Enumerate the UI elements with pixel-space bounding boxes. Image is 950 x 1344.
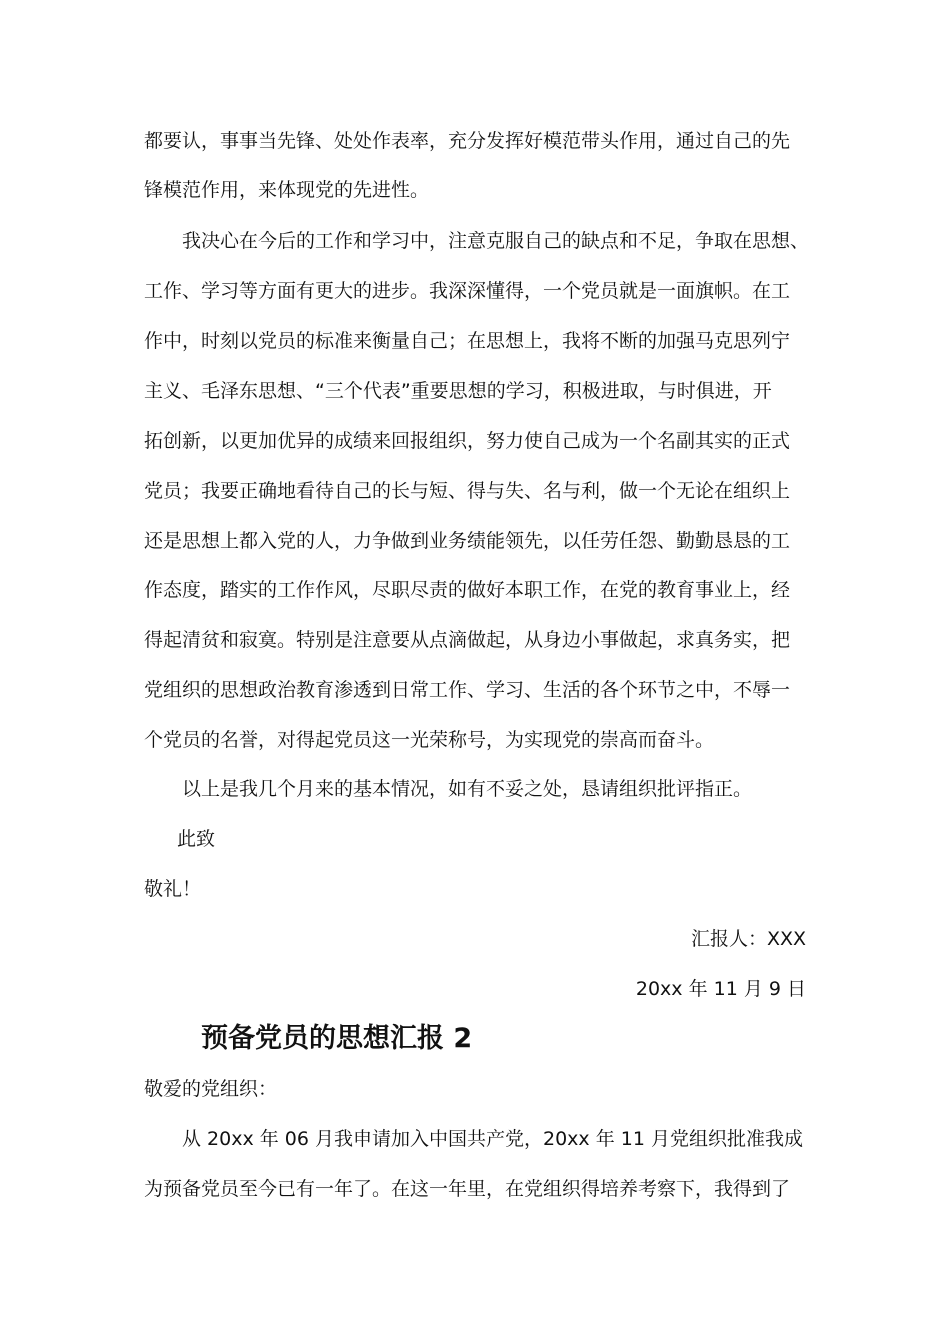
text-line: 作态度，踏实的工作作风，尽职尽责的做好本职工作，在党的教育事业上，经 xyxy=(144,579,791,601)
report-date: 20xx 年 11 月 9 日 xyxy=(635,978,806,1000)
text-line: 党组织的思想政治教育渗透到日常工作、学习、生活的各个环节之中，不辱一 xyxy=(144,679,791,701)
closing-statement: 以上是我几个月来的基本情况，如有不妥之处，恳请组织批评指正。 xyxy=(182,778,753,800)
text-line: 为预备党员至今已有一年了。在这一年里，在党组织得培养考察下，我得到了 xyxy=(144,1178,791,1200)
section-title: 预备党员的思想汇报 2 xyxy=(201,1023,473,1054)
text-line: 作中，时刻以党员的标准来衡量自己；在思想上，我将不断的加强马克思列宁 xyxy=(144,330,791,352)
text-line: 都要认，事事当先锋、处处作表率，充分发挥好模范带头作用，通过自己的先 xyxy=(144,130,791,152)
text-line: 个党员的名誉，对得起党员这一光荣称号，为实现党的崇高而奋斗。 xyxy=(144,729,715,751)
text-line: 党员；我要正确地看待自己的长与短、得与失、名与利，做一个无论在组织上 xyxy=(144,480,791,502)
signature: 汇报人：XXX xyxy=(690,928,806,950)
text-line: 锋模范作用，来体现党的先进性。 xyxy=(144,179,430,201)
text-line: 我决心在今后的工作和学习中，注意克服自己的缺点和不足，争取在思想、 xyxy=(182,230,810,252)
salutation-line: 此致 xyxy=(177,828,216,850)
text-line: 主义、毛泽东思想、“三个代表”重要思想的学习，积极进取，与时俱进，开 xyxy=(144,380,772,402)
text-line: 得起清贫和寂寞。特别是注意要从点滴做起，从身边小事做起，求真务实，把 xyxy=(144,629,791,651)
text-line: 拓创新，以更加优异的成绩来回报组织，努力使自己成为一个名副其实的正式 xyxy=(144,430,791,452)
text-line: 还是思想上都入党的人，力争做到业务绩能领先，以任劳任怨、勤勤恳恳的工 xyxy=(144,530,791,552)
greeting: 敬爱的党组织： xyxy=(144,1078,278,1100)
salutation-line: 敬礼！ xyxy=(144,878,202,900)
text-line: 工作、学习等方面有更大的进步。我深深懂得，一个党员就是一面旗帜。在工 xyxy=(144,280,791,302)
text-line: 从 20xx 年 06 月我申请加入中国共产党，20xx 年 11 月党组织批准我成 xyxy=(182,1128,803,1150)
